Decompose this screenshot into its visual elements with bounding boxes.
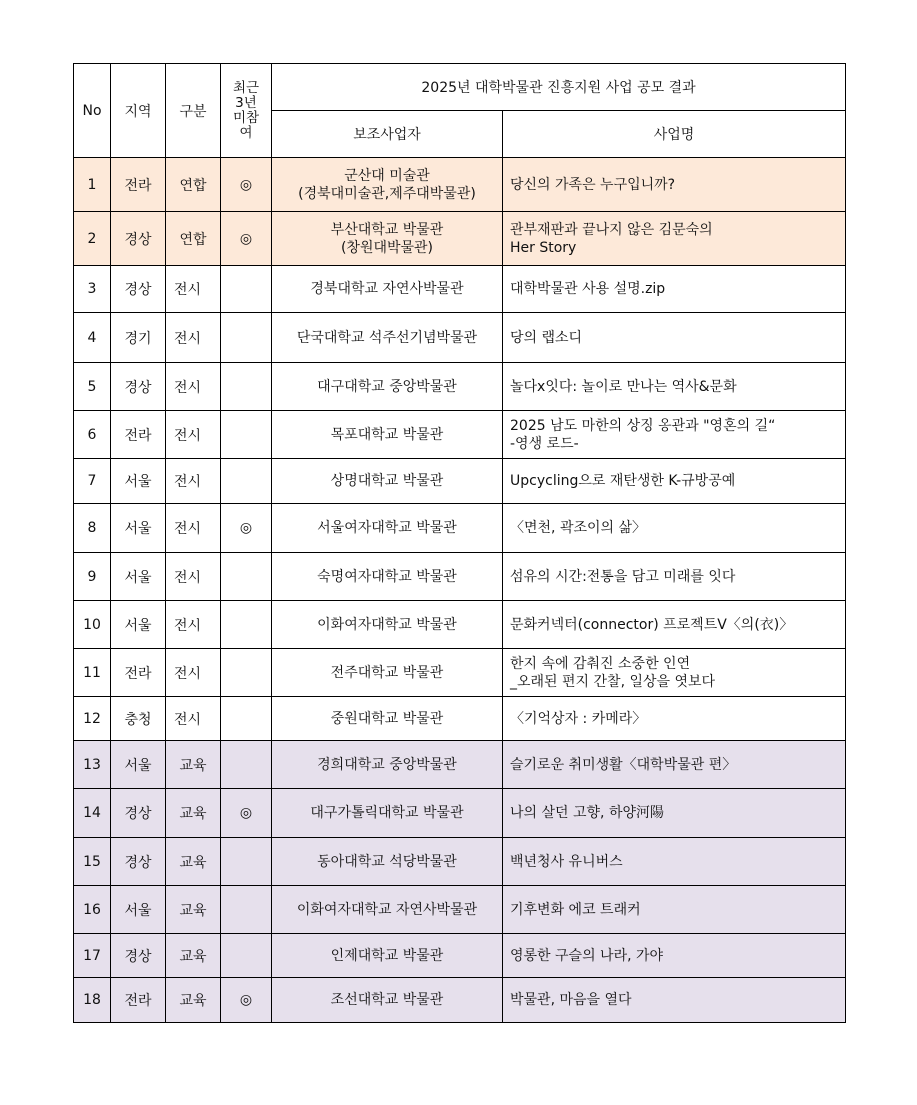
row-recent-mark xyxy=(221,601,272,649)
row-project-name-line: 관부재판과 끝나지 않은 김문숙의 xyxy=(510,221,713,238)
row-region: 전라 xyxy=(111,411,166,459)
row-recent-mark xyxy=(221,741,272,789)
row-region: 서울 xyxy=(111,553,166,601)
header-region: 지역 xyxy=(111,64,166,158)
row-project-name-line: 〈면천, 곽조이의 삶〉 xyxy=(510,520,647,536)
row-organization-line: 전주대학교 박물관 xyxy=(330,664,444,681)
row-project-name-line: 슬기로운 취미생활〈대학박물관 편〉 xyxy=(510,756,737,773)
row-project-name xyxy=(503,212,846,266)
row-number: 18 xyxy=(74,978,111,1023)
row-project-name xyxy=(503,601,846,649)
row-organization xyxy=(272,789,503,838)
row-organization-line: 대구대학교 중앙박물관 xyxy=(317,378,457,395)
row-organization xyxy=(272,266,503,313)
row-organization-line: 중원대학교 박물관 xyxy=(330,710,444,727)
row-project-name-line: 영롱한 구슬의 나라, 가야 xyxy=(510,947,664,964)
row-recent-mark xyxy=(221,266,272,313)
row-project-name-line: 한지 속에 감춰진 소중한 인연 xyxy=(510,655,691,672)
results-table xyxy=(73,63,846,1023)
row-category: 교육 xyxy=(166,741,221,789)
row-organization xyxy=(272,158,503,212)
table-row xyxy=(74,363,846,411)
row-organization-line: 경북대학교 자연사박물관 xyxy=(310,281,464,297)
row-category: 교육 xyxy=(166,934,221,978)
row-organization xyxy=(272,934,503,978)
header-recent-line: 여 xyxy=(239,124,253,141)
row-project-name xyxy=(503,838,846,886)
row-region: 전라 xyxy=(111,158,166,212)
row-category: 교육 xyxy=(166,838,221,886)
row-recent-mark xyxy=(221,886,272,934)
row-organization-line: 단국대학교 석주선기념박물관 xyxy=(296,329,478,346)
row-organization xyxy=(272,459,503,504)
header-org: 보조사업자 xyxy=(272,111,503,158)
header-recent-line: 최근 xyxy=(232,79,260,96)
row-project-name-line: 당의 랩소디 xyxy=(510,329,583,346)
row-region: 서울 xyxy=(111,601,166,649)
row-project-name-line: _오래된 편지 간찰, 일상을 엿보다 xyxy=(510,673,716,690)
header-no: No xyxy=(74,64,111,158)
row-category: 전시 xyxy=(166,266,221,313)
row-recent-mark xyxy=(221,697,272,741)
table-row xyxy=(74,212,846,266)
row-organization xyxy=(272,504,503,553)
table-header xyxy=(74,64,846,158)
row-region: 경상 xyxy=(111,789,166,838)
row-category: 전시 xyxy=(166,459,221,504)
row-category: 전시 xyxy=(166,553,221,601)
row-organization xyxy=(272,313,503,363)
row-region: 경상 xyxy=(111,212,166,266)
row-project-name xyxy=(503,886,846,934)
row-category: 전시 xyxy=(166,649,221,697)
table-row xyxy=(74,886,846,934)
row-number: 10 xyxy=(74,601,111,649)
row-project-name xyxy=(503,313,846,363)
row-region: 서울 xyxy=(111,504,166,553)
row-region: 서울 xyxy=(111,741,166,789)
header-recent-nonparticipation xyxy=(221,64,272,158)
row-recent-mark xyxy=(221,838,272,886)
row-project-name-line: 박물관, 마음을 열다 xyxy=(510,992,632,1008)
row-recent-mark xyxy=(221,649,272,697)
row-organization-line: (경북대미술관,제주대박물관) xyxy=(298,185,476,202)
row-organization xyxy=(272,886,503,934)
table-row xyxy=(74,741,846,789)
row-category: 전시 xyxy=(166,411,221,459)
row-category: 교육 xyxy=(166,978,221,1023)
table-row xyxy=(74,158,846,212)
row-region: 경상 xyxy=(111,838,166,886)
row-project-name-line: 나의 살던 고향, 하양河陽 xyxy=(510,805,664,821)
row-project-name xyxy=(503,789,846,838)
header-recent-line: 미참 xyxy=(232,109,260,126)
row-number: 17 xyxy=(74,934,111,978)
row-category: 교육 xyxy=(166,886,221,934)
row-organization-line: 상명대학교 박물관 xyxy=(330,473,444,489)
row-project-name xyxy=(503,553,846,601)
row-category: 전시 xyxy=(166,697,221,741)
row-organization xyxy=(272,697,503,741)
row-organization-line: 숙명여자대학교 박물관 xyxy=(317,568,457,585)
row-recent-mark xyxy=(221,459,272,504)
row-number: 12 xyxy=(74,697,111,741)
row-project-name xyxy=(503,934,846,978)
row-category: 연합 xyxy=(166,212,221,266)
table-row xyxy=(74,697,846,741)
row-organization xyxy=(272,363,503,411)
row-region: 서울 xyxy=(111,886,166,934)
row-organization-line: 조선대학교 박물관 xyxy=(330,992,444,1008)
row-category: 전시 xyxy=(166,313,221,363)
row-project-name-line: 문화커넥터(connector) 프로젝트V〈의(衣)〉 xyxy=(510,616,794,633)
row-project-name xyxy=(503,978,846,1023)
row-number: 15 xyxy=(74,838,111,886)
row-recent-mark xyxy=(221,363,272,411)
row-organization-line: 목포대학교 박물관 xyxy=(330,426,444,443)
row-category: 전시 xyxy=(166,504,221,553)
row-number: 1 xyxy=(74,158,111,212)
row-recent-mark: ◎ xyxy=(221,158,272,212)
row-project-name xyxy=(503,741,846,789)
table-row xyxy=(74,459,846,504)
table-row xyxy=(74,838,846,886)
row-project-name xyxy=(503,459,846,504)
header-recent-line: 3년 xyxy=(235,94,257,111)
row-number: 3 xyxy=(74,266,111,313)
row-category: 교육 xyxy=(166,789,221,838)
row-region: 경상 xyxy=(111,266,166,313)
row-category: 전시 xyxy=(166,601,221,649)
row-organization-line: 동아대학교 석당박물관 xyxy=(317,853,457,870)
row-recent-mark xyxy=(221,411,272,459)
row-recent-mark xyxy=(221,934,272,978)
row-project-name-line: 대학박물관 사용 설명.zip xyxy=(510,281,666,297)
row-number: 13 xyxy=(74,741,111,789)
row-organization-line: 대구가톨릭대학교 박물관 xyxy=(310,805,464,821)
row-project-name xyxy=(503,504,846,553)
row-number: 11 xyxy=(74,649,111,697)
row-organization-line: 이화여자대학교 자연사박물관 xyxy=(296,901,478,918)
row-project-name-line: -영생 로드- xyxy=(510,435,579,452)
header-group-title: 2025년 대학박물관 진흥지원 사업 공모 결과 xyxy=(272,64,846,111)
row-organization-line: 경희대학교 중앙박물관 xyxy=(317,756,457,773)
row-organization-line: 이화여자대학교 박물관 xyxy=(317,616,457,633)
row-number: 2 xyxy=(74,212,111,266)
row-number: 16 xyxy=(74,886,111,934)
row-project-name-line: 당신의 가족은 누구입니까? xyxy=(510,176,676,193)
row-project-name-line: 기후변화 에코 트래커 xyxy=(510,901,641,918)
row-number: 14 xyxy=(74,789,111,838)
header-project: 사업명 xyxy=(503,111,846,158)
table-row xyxy=(74,601,846,649)
row-region: 전라 xyxy=(111,649,166,697)
row-project-name-line: 섬유의 시간:전통을 담고 미래를 잇다 xyxy=(510,568,736,585)
row-project-name xyxy=(503,158,846,212)
row-category: 연합 xyxy=(166,158,221,212)
row-project-name xyxy=(503,649,846,697)
row-organization-line: (창원대박물관) xyxy=(340,239,434,256)
table-row xyxy=(74,789,846,838)
row-organization xyxy=(272,741,503,789)
row-number: 8 xyxy=(74,504,111,553)
row-region: 충청 xyxy=(111,697,166,741)
row-number: 9 xyxy=(74,553,111,601)
row-recent-mark: ◎ xyxy=(221,212,272,266)
row-region: 경상 xyxy=(111,363,166,411)
row-recent-mark: ◎ xyxy=(221,789,272,838)
row-region: 서울 xyxy=(111,459,166,504)
row-project-name-line: Her Story xyxy=(510,239,577,256)
table-row xyxy=(74,411,846,459)
row-project-name-line: 〈기억상자 : 카메라〉 xyxy=(510,710,647,727)
row-project-name-line: 2025 남도 마한의 상징 옹관과 "영혼의 길“ xyxy=(510,417,776,434)
row-project-name-line: 놀다x잇다: 놀이로 만나는 역사&문화 xyxy=(510,378,737,395)
row-number: 5 xyxy=(74,363,111,411)
table-body xyxy=(74,158,846,1023)
row-project-name xyxy=(503,266,846,313)
row-number: 7 xyxy=(74,459,111,504)
row-category: 전시 xyxy=(166,363,221,411)
row-number: 6 xyxy=(74,411,111,459)
row-organization xyxy=(272,649,503,697)
table-row xyxy=(74,553,846,601)
row-recent-mark xyxy=(221,313,272,363)
row-project-name xyxy=(503,697,846,741)
row-organization xyxy=(272,553,503,601)
table-row xyxy=(74,934,846,978)
row-recent-mark xyxy=(221,553,272,601)
row-organization xyxy=(272,978,503,1023)
row-project-name xyxy=(503,411,846,459)
row-region: 경기 xyxy=(111,313,166,363)
row-organization-line: 서울여자대학교 박물관 xyxy=(317,520,457,536)
row-organization xyxy=(272,838,503,886)
table-row xyxy=(74,313,846,363)
row-organization xyxy=(272,212,503,266)
table-row xyxy=(74,504,846,553)
row-project-name-line: Upcycling으로 재탄생한 K-규방공예 xyxy=(510,473,736,489)
row-organization-line: 인제대학교 박물관 xyxy=(330,947,444,964)
table-row xyxy=(74,266,846,313)
table-row xyxy=(74,978,846,1023)
row-organization xyxy=(272,601,503,649)
row-project-name-line: 백년청사 유니버스 xyxy=(510,853,623,870)
row-recent-mark: ◎ xyxy=(221,504,272,553)
row-recent-mark: ◎ xyxy=(221,978,272,1023)
row-organization-line: 군산대 미술관 xyxy=(344,167,430,184)
row-region: 경상 xyxy=(111,934,166,978)
header-category: 구분 xyxy=(166,64,221,158)
row-organization xyxy=(272,411,503,459)
table-row xyxy=(74,649,846,697)
row-organization-line: 부산대학교 박물관 xyxy=(330,221,444,238)
row-project-name xyxy=(503,363,846,411)
row-region: 전라 xyxy=(111,978,166,1023)
row-number: 4 xyxy=(74,313,111,363)
